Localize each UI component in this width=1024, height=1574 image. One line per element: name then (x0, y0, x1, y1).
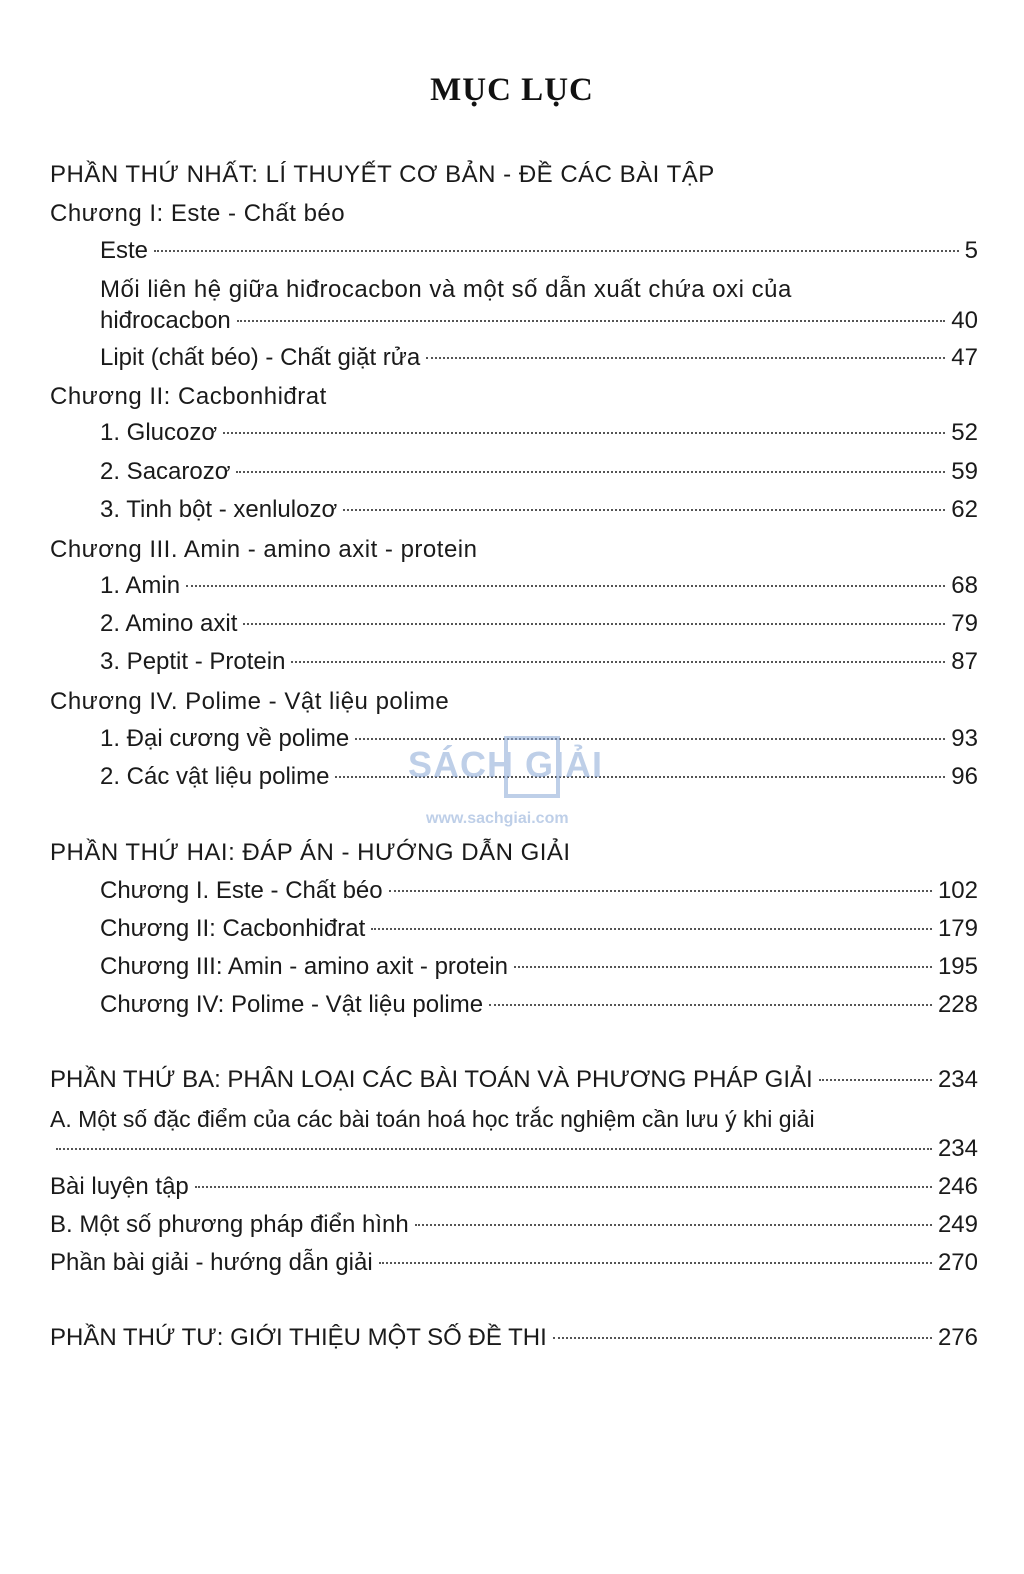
dot-leader (819, 1078, 932, 1081)
toc-entry-label: Phần bài giải - hướng dẫn giải (50, 1249, 373, 1276)
part3-heading-entry[interactable] (50, 1062, 978, 1098)
part3-heading: PHẦN THỨ BA: PHÂN LOẠI CÁC BÀI TOÁN VÀ PHƯƠNG PHÁP GIẢI (50, 1066, 813, 1093)
chapter4-heading: Chương IV. Polime - Vật liệu polime (50, 688, 450, 715)
toc-entry[interactable] (100, 454, 978, 490)
toc-entry-label: 1. Đại cương về polime (100, 725, 350, 752)
dot-leader (389, 889, 932, 892)
toc-entry-page: 93 (951, 725, 978, 752)
part1-heading: PHẦN THỨ NHẤT: LÍ THUYẾT CƠ BẢN - ĐỀ CÁC BÀI TẬP (50, 161, 715, 188)
dot-leader (514, 965, 932, 968)
dot-leader (237, 319, 946, 322)
toc-entry-page: 234 (937, 1066, 978, 1093)
chapter3-heading: Chương III. Amin - amino axit - protein (50, 536, 478, 563)
toc-entry-label: B. Một số phương pháp điển hình (50, 1211, 409, 1238)
toc-entry-page: 179 (937, 915, 978, 942)
toc-entry-page: 5 (964, 237, 978, 264)
toc-entry-page: 68 (951, 572, 978, 599)
toc-entry-label: 2. Sacarozơ (100, 458, 231, 485)
toc-entry[interactable] (50, 1207, 978, 1243)
toc-entry-page: 79 (951, 610, 978, 637)
dot-leader (195, 1185, 932, 1188)
toc-entry-label-line1: Mối liên hệ giữa hiđrocacbon và một số dẫn xuất chứa oxi của (100, 276, 792, 303)
toc-entry[interactable] (100, 568, 978, 604)
toc-entry-page: 246 (937, 1173, 978, 1200)
toc-entry-label: 3. Tinh bột - xenlulozơ (100, 496, 338, 523)
toc-entry-page: 276 (937, 1324, 978, 1351)
watermark-url: www.sachgiai.com (426, 810, 569, 827)
toc-entry-label-line1: A. Một số đặc điểm của các bài toán hoá học trắc nghiệm cần lưu ý khi giải (50, 1106, 815, 1132)
toc-entry-page: 87 (951, 648, 978, 675)
toc-entry-page: 96 (951, 763, 978, 790)
toc-entry[interactable] (50, 1169, 978, 1205)
dot-leader (186, 584, 945, 587)
toc-entry-label: Este (100, 237, 149, 264)
toc-entry-page: 47 (951, 344, 978, 371)
part2-heading: PHẦN THỨ HAI: ĐÁP ÁN - HƯỚNG DẪN GIẢI (50, 839, 571, 866)
toc-entry-page: 59 (951, 458, 978, 485)
dot-leader (489, 1003, 932, 1006)
dot-leader (236, 470, 945, 473)
toc-entry[interactable] (100, 303, 978, 339)
toc-entry[interactable] (50, 1131, 978, 1167)
dot-leader (553, 1336, 932, 1339)
dot-leader (415, 1223, 932, 1226)
toc-entry[interactable] (100, 606, 978, 642)
toc-entry-label: Chương I. Este - Chất béo (100, 877, 383, 904)
toc-entry-page: 270 (937, 1249, 978, 1276)
watermark-brand: SÁCH GIẢI (408, 744, 604, 785)
toc-entry[interactable] (100, 492, 978, 528)
watermark (408, 736, 628, 836)
toc-entry[interactable] (100, 949, 978, 985)
toc-entry-page: 62 (951, 496, 978, 523)
toc-entry-label: Chương IV: Polime - Vật liệu polime (100, 991, 484, 1018)
toc-entry-label: 2. Các vật liệu polime (100, 763, 330, 790)
toc-entry[interactable] (100, 415, 978, 451)
dot-leader (56, 1147, 932, 1150)
toc-entry-page: 102 (937, 877, 978, 904)
dot-leader (426, 356, 945, 359)
dot-leader (343, 508, 945, 511)
toc-entry-page: 234 (937, 1135, 978, 1162)
page-title: MỤC LỤC (430, 72, 594, 108)
dot-leader (243, 622, 945, 625)
toc-entry-label: Lipit (chất béo) - Chất giặt rửa (100, 344, 421, 371)
toc-entry-label: Bài luyện tập (50, 1173, 189, 1200)
toc-entry[interactable] (50, 1245, 978, 1281)
toc-entry-page: 228 (937, 991, 978, 1018)
part4-heading-entry[interactable] (50, 1320, 978, 1356)
dot-leader (291, 660, 945, 663)
toc-entry-page: 195 (937, 953, 978, 980)
dot-leader (154, 249, 959, 252)
toc-entry-label: Chương II: Cacbonhiđrat (100, 915, 366, 942)
dot-leader (371, 927, 932, 930)
toc-entry-page: 249 (937, 1211, 978, 1238)
toc-entry-page: 52 (951, 419, 978, 446)
chapter2-heading: Chương II: Cacbonhiđrat (50, 383, 327, 410)
chapter1-heading: Chương I: Este - Chất béo (50, 200, 346, 227)
toc-entry-label: Chương III: Amin - amino axit - protein (100, 953, 508, 980)
toc-entry[interactable] (100, 340, 978, 376)
toc-entry-label: 2. Amino axit (100, 610, 238, 637)
toc-entry-label: 1. Glucozơ (100, 419, 218, 446)
dot-leader (223, 431, 945, 434)
part4-heading: PHẦN THỨ TƯ: GIỚI THIỆU MỘT SỐ ĐỀ THI (50, 1324, 547, 1351)
toc-entry[interactable] (100, 644, 978, 680)
toc-entry-label: hiđrocacbon (100, 307, 231, 334)
toc-entry[interactable] (100, 233, 978, 269)
toc-entry-label: 3. Peptit - Protein (100, 648, 286, 675)
toc-entry-label: 1. Amin (100, 572, 181, 599)
toc-entry-page: 40 (951, 307, 978, 334)
toc-entry[interactable] (100, 987, 978, 1023)
toc-entry[interactable] (100, 911, 978, 947)
toc-entry[interactable] (100, 873, 978, 909)
dot-leader (379, 1261, 932, 1264)
